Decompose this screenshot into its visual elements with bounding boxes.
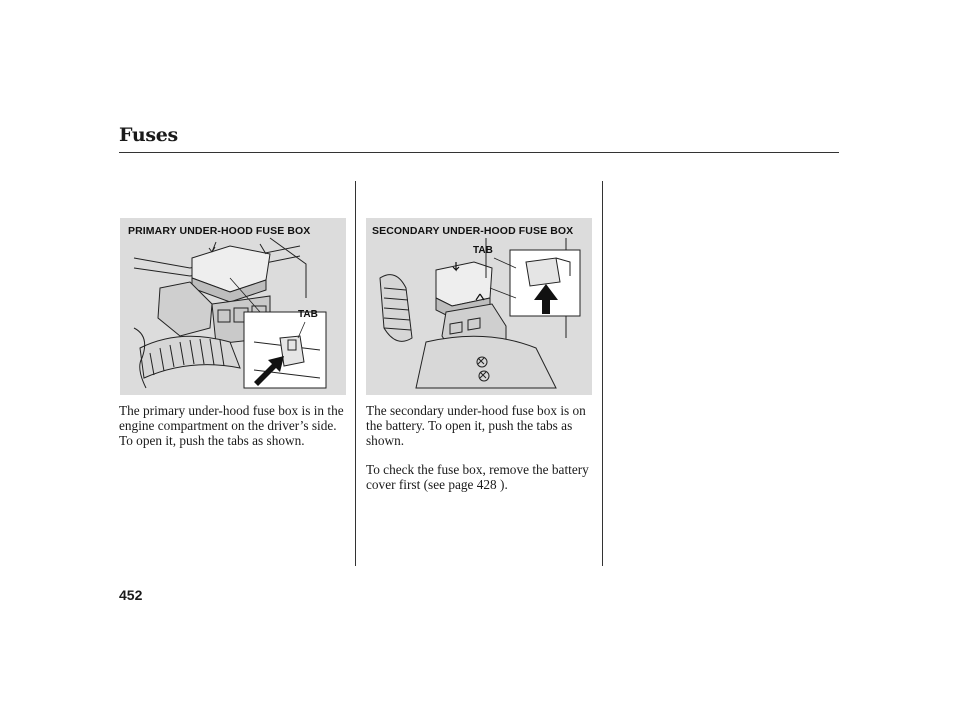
primary-fuse-box-figure	[120, 218, 346, 395]
page-title: Fuses	[119, 124, 178, 146]
secondary-description: The secondary under-hood fuse box is on the battery. To open it, push the tabs as shown.	[366, 403, 586, 448]
primary-fuse-box-label: PRIMARY UNDER-HOOD FUSE BOX	[128, 225, 311, 237]
column-divider-right	[602, 181, 603, 566]
header-rule	[119, 152, 839, 153]
secondary-tab-label: TAB	[473, 245, 493, 256]
primary-fuse-box-illustration	[120, 218, 346, 395]
primary-tab-label: TAB	[298, 309, 318, 320]
page-number: 452	[119, 587, 143, 603]
secondary-fuse-box-figure	[366, 218, 592, 395]
primary-description: The primary under-hood fuse box is in the engine compartment on the driver’s side. To open it, push the tabs as shown.	[119, 403, 344, 448]
secondary-fuse-box-label: SECONDARY UNDER-HOOD FUSE BOX	[372, 225, 574, 237]
secondary-cover-note: To check the fuse box, remove the battery cover first (see page 428 ).	[366, 462, 589, 492]
column-divider-left	[355, 181, 356, 566]
